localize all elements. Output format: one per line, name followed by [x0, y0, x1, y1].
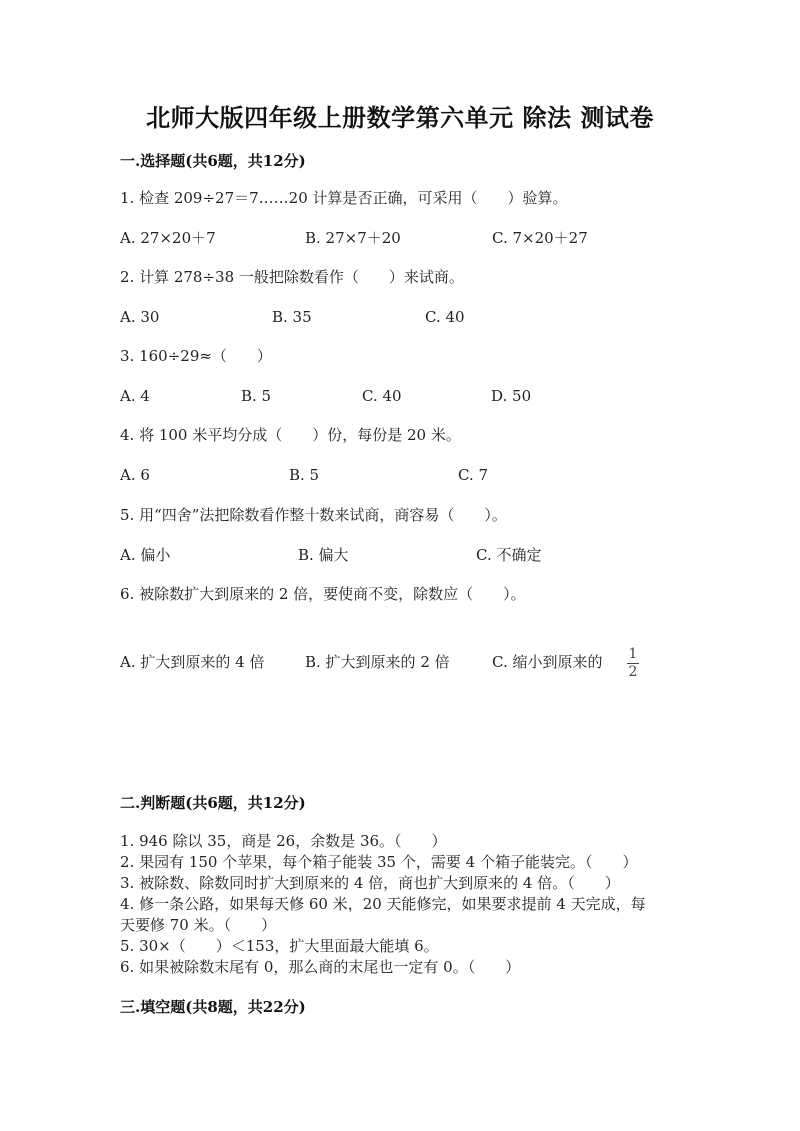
judge-line-5: 5. 30×（ ）＜153，扩大里面最大能填 6。: [120, 937, 439, 955]
section-heading-judge: 二.判断题(共6题，共12分): [120, 794, 306, 812]
fraction-denominator: 2: [628, 664, 638, 680]
option-6c: C. 缩小到原来的: [492, 653, 603, 671]
option-1a: A. 27×20＋7: [120, 229, 216, 247]
option-6a: A. 扩大到原来的 4 倍: [120, 653, 265, 671]
judge-line-2: 2. 果园有 150 个苹果，每个箱子能装 35 个，需要 4 个箱子能装完。（ ）: [120, 853, 638, 871]
section-heading-fill: 三.填空题(共8题，共22分): [120, 998, 306, 1016]
question-1: 1. 检查 209÷27＝7……20 计算是否正确，可采用（ ）验算。: [120, 189, 568, 207]
question-6: 6. 被除数扩大到原来的 2 倍，要使商不变，除数应（ ）。: [120, 585, 526, 603]
option-3c: C. 40: [362, 387, 402, 405]
option-3d: D. 50: [491, 387, 532, 405]
option-4b: B. 5: [289, 466, 320, 484]
option-6b: B. 扩大到原来的 2 倍: [305, 653, 450, 671]
question-2: 2. 计算 278÷38 一般把除数看作（ ）来试商。: [120, 268, 464, 286]
option-3b: B. 5: [241, 387, 272, 405]
option-5a: A. 偏小: [120, 546, 171, 564]
fraction-numerator: 1: [628, 646, 638, 662]
page-title: 北师大版四年级上册数学第六单元 除法 测试卷: [146, 103, 654, 132]
judge-line-4-cont: 天要修 70 米。（ ）: [120, 916, 277, 934]
judge-line-4: 4. 修一条公路，如果每天修 60 米，20 天能修完，如果要求提前 4 天完成，每: [120, 895, 646, 913]
judge-line-1: 1. 946 除以 35，商是 26，余数是 36。（ ）: [120, 832, 447, 850]
option-5c: C. 不确定: [476, 546, 542, 564]
option-5b: B. 偏大: [298, 546, 349, 564]
option-3a: A. 4: [120, 387, 150, 405]
option-2a: A. 30: [120, 308, 160, 326]
option-4a: A. 6: [120, 466, 150, 484]
section-heading-choice: 一.选择题(共6题，共12分): [120, 152, 306, 170]
option-1b: B. 27×7＋20: [305, 229, 401, 247]
option-2c: C. 40: [425, 308, 465, 326]
judge-line-6: 6. 如果被除数末尾有 0，那么商的末尾也一定有 0。（ ）: [120, 958, 521, 976]
option-1c: C. 7×20＋27: [492, 229, 588, 247]
fraction-one-half: [626, 647, 640, 680]
question-4: 4. 将 100 米平均分成（ ）份，每份是 20 米。: [120, 426, 461, 444]
question-5: 5. 用“四舍”法把除数看作整十数来试商，商容易（ ）。: [120, 506, 507, 524]
judge-line-3: 3. 被除数、除数同时扩大到原来的 4 倍，商也扩大到原来的 4 倍。（ ）: [120, 874, 620, 892]
option-4c: C. 7: [458, 466, 489, 484]
question-3: 3. 160÷29≈（ ）: [120, 347, 272, 365]
option-2b: B. 35: [272, 308, 312, 326]
